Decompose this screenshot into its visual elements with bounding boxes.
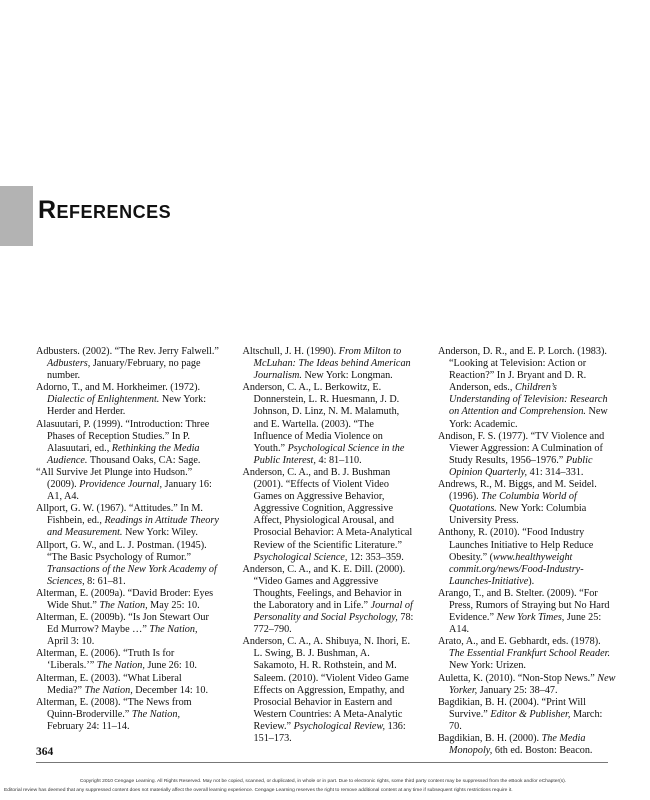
reference-title: Transactions of the New York Academy of Sciences, [47,563,220,587]
reference-entry [243,346,415,382]
reference-title: The Nation, [84,684,133,696]
reference-text: Arato, A., and E. Gebhardt, eds. (1978). [438,636,604,648]
reference-text: New York: Wiley. [122,527,198,539]
reference-title: The Columbia World of Quotations. [449,491,580,515]
reference-text: Andison, F. S. (1977). “TV Violence and Viewer Aggression: A Culmination of Study Results, 1956–1976.” [438,430,607,466]
reference-entry [36,419,219,467]
reference-text: Altschull, J. H. (1990). [242,346,339,357]
reference-text: Alterman, E. (2008). “The News from Quinn-Broderville.” [36,696,195,720]
reference-entry [36,612,219,648]
reference-entry [36,346,222,382]
chapter-tab [0,186,33,246]
reference-text: Alterman, E. (2003). “What Liberal Media?” [36,672,185,696]
reference-text: Bagdikian, B. H. (2004). “Print Will Survive.” [438,696,589,720]
footer-divider [36,762,608,763]
reference-title: The Nation, [131,708,180,720]
reference-entry [438,697,616,733]
reference-entry [36,503,222,539]
reference-title: www.healthyweight commit.org/news/Food-Industry-Launches-Initiative [449,551,584,587]
reference-title: Public Opinion Quarterly, [449,454,596,478]
reference-text: Anderson, C. A., L. Berkowitz, E. Donnerstein, L. R. Huesmann, J. D. Johnson, D. Linz, N. M. Malamuth, and E. Wartella. (2003). “The Influence of Media Violence on Youth.” [242,382,402,454]
reference-text: Allport, G. W., and L. J. Postman. (1945). “The Basic Psychology of Rumor.” [36,539,210,563]
reference-title: The Media Monopoly, [449,733,588,757]
reference-title: Psychological Review, [293,720,386,732]
reference-text: January 25: 38–47. [477,684,558,696]
reference-text: Adorno, T., and M. Horkheimer. (1972). [36,382,203,394]
reference-text: Adbusters. (2002). “The Rev. Jerry Falwell.” [36,346,222,357]
reference-entry [36,467,219,503]
reference-title: Psychological Science in the Public Interest, [253,442,407,466]
reference-text: Auletta, K. (2010). “Non-Stop News.” [438,672,598,684]
reference-entry [243,564,415,637]
reference-title: Psychological Science, [253,551,348,563]
reference-title: Providence Journal, [79,479,163,491]
reference-text: Bagdikian, B. H. (2000). [438,733,542,744]
reference-title: Adbusters, [47,358,91,370]
copyright-line-2: Editorial review has deemed that any suppressed content does not materially affect the overall learning experience. Cengage Learning reserves the right to remove additional content at any time if subsequent rights restrictions require it. [4,788,513,793]
reference-title: New York Times, [496,612,565,624]
reference-text: January/February, no page number. [47,358,204,382]
reference-text: New York: Urizen. [449,648,613,672]
reference-title: The Nation, [96,660,145,672]
reference-entry [438,588,616,636]
references-column-2 [242,346,416,744]
reference-text: 6th ed. Boston: Beacon. [492,745,593,757]
reference-text: Arango, T., and B. Stelter. (2009). “For Press, Rumors of Straying but No Hard Evidence.” [438,587,612,624]
reference-entry [243,467,415,564]
reference-entry [438,636,616,672]
reference-text: New York: Longman. [301,370,393,382]
reference-text: April 3: 10. [47,624,200,648]
reference-text: 136: 151–173. [253,720,409,744]
reference-text: ). [528,575,535,587]
reference-text: Alterman, E. (2006). “Truth Is for ‘Liberals.’” [36,648,177,672]
references-column-1 [36,346,222,734]
reference-text: Alasuutari, P. (1999). “Introduction: Three Phases of Reception Studies.” In P. Alasuutari, ed., [36,418,212,454]
page-number: 364 [36,746,54,758]
reference-text: January 16: A1, A4. [47,479,214,503]
reference-entry [438,527,616,587]
reference-text: Alterman, E. (2009a). “David Broder: Eyes Wide Shut.” [36,587,216,611]
reference-text: 41: 314–331. [527,466,584,478]
reference-title: Children’s Understanding of Television: Research on Attention and Comprehension. [449,382,611,418]
reference-title: From Milton to McLuhan: The Ideas behind American Journalism. [253,346,414,382]
reference-title: The Nation, [99,599,148,611]
reference-text: March: 70. [449,708,605,732]
reference-title: Readings in Attitude Theory and Measurement. [47,515,222,539]
reference-text: June 26: 10. [144,660,197,672]
reference-text: February 24: 11–14. [47,708,183,732]
reference-text: Andrews, R., M. Biggs, and M. Seidel. (1996). [438,479,600,503]
reference-entry [36,540,219,588]
reference-entry [36,382,219,418]
page-heading: References [38,196,172,224]
reference-title: The Essential Frankfurt School Reader. [449,648,610,660]
reference-text: Thousand Oaks, CA: Sage. [87,454,201,466]
reference-text: New York: Columbia University Press. [449,503,589,527]
reference-entry [36,673,219,697]
reference-title: Dialectic of Enlightenment. [47,394,160,406]
reference-entry [36,697,219,733]
reference-text: Anthony, R. (2010). “Food Industry Launches Initiative to Help Reduce Obesity.” ( [438,527,596,563]
reference-text: Allport, G. W. (1967). “Attitudes.” In M. Fishbein, ed., [36,503,206,527]
reference-title: New Yorker, [449,672,618,696]
reference-title: Editor & Publisher, [490,708,571,720]
reference-text: Alterman, E. (2009b). “Is Jon Stewart Our Ed Murrow? Maybe …” [36,612,212,636]
reference-text: Anderson, D. R., and E. P. Lorch. (1983). “Looking at Television: Action or Reaction?” In J. Bryant and D. R. Anderson, eds., [438,346,610,394]
reference-title: Rethinking the Media Audience. [47,442,202,466]
reference-text: Anderson, C. A., and B. J. Bushman (2001). “Effects of Violent Video Games on Aggressive Behavior, Aggressive Cognition, Aggressive Affect, Physiological Arousal, and Prosocial Behavior: A Meta-Analytical Review of the Scientific Literature.” [242,466,415,551]
reference-entry [243,382,415,467]
copyright-line-1: Copyright 2010 Cengage Learning. All Rights Reserved. May not be copied, scanned, or duplicated, in whole or in part. Due to electronic rights, some third party content may be suppressed from the eBook and/or eChapter(s). [79,779,567,784]
reference-text: Anderson, C. A., and K. E. Dill. (2000). “Video Games and Aggressive Thoughts, Feelings, and Behavior in the Laboratory and in Life.” [242,563,408,611]
reference-entry [438,346,616,431]
reference-title: Journal of Personality and Social Psychology, [253,599,416,624]
reference-text: New York: Academic. [449,406,610,430]
reference-text: June 25: A14. [449,612,604,636]
reference-entry [243,636,415,745]
reference-entry [438,733,616,757]
reference-entry [36,648,219,672]
reference-text: December 14: 10. [132,684,208,696]
reference-text: 78: 772–790. [253,612,416,636]
reference-text: “All Survive Jet Plunge into Hudson.” (2009). [36,466,195,491]
reference-text: 12: 353–359. [347,551,404,563]
reference-text: 4: 81–110. [315,454,362,466]
reference-entry [438,673,616,697]
reference-entry [438,431,616,479]
reference-text: May 25: 10. [147,599,200,611]
reference-text: Anderson, C. A., A. Shibuya, N. Ihori, E. L. Swing, B. J. Bushman, A. Sakamoto, H. R. Rothstein, and M. Saleem. (2010). “Violent Video Game Effects on Aggression, Empathy, and Prosocial Behavior in Eastern and Western Countries: A Meta-Analytic Review.” [242,636,413,732]
reference-text: 8: 61–81. [84,575,126,587]
reference-entry [36,588,219,612]
references-column-3 [438,346,618,757]
reference-entry [438,479,616,527]
reference-text: New York: Herder and Herder. [47,394,209,418]
reference-title: The Nation, [149,624,198,636]
